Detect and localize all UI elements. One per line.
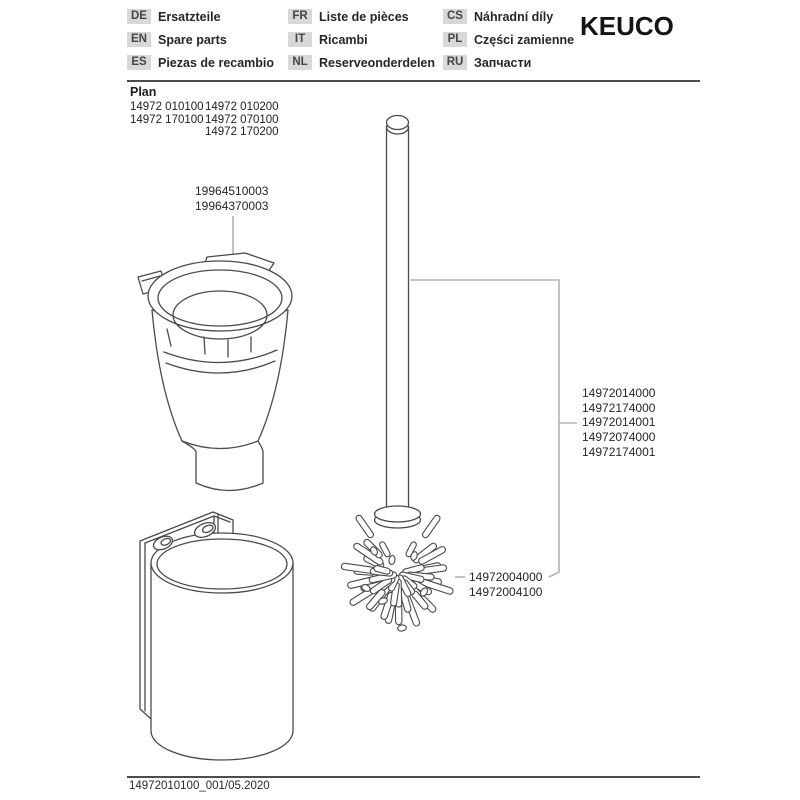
holder-drawing xyxy=(140,512,293,760)
language-label: Liste de pièces xyxy=(319,9,409,24)
language-label: Ersatzteile xyxy=(158,9,221,24)
part-number: 14972174000 xyxy=(582,400,656,415)
plan-cell: 14972 170200 xyxy=(205,126,279,138)
language-code-badge: IT xyxy=(288,32,312,47)
part-number: 14972014000 xyxy=(582,386,656,400)
footer-doc-ref: 14972010100_001/05.2020 xyxy=(129,780,270,792)
cup-rim-outer xyxy=(148,261,292,331)
language-label: Reserveonderdelen xyxy=(319,55,436,70)
language-label: Piezas de recambio xyxy=(158,55,275,70)
part-number: 19964370003 xyxy=(195,199,269,213)
language-label: Ricambi xyxy=(319,32,368,47)
cup-drawing xyxy=(138,253,292,491)
language-code-badge: ES xyxy=(127,55,151,70)
language-code-badge: NL xyxy=(288,55,312,70)
plan-cell: 14972 010100 xyxy=(130,101,204,113)
brush-head-part-labels xyxy=(469,570,542,600)
part-number: 14972004000 xyxy=(469,570,543,584)
brush-bristles xyxy=(341,514,454,632)
language-code-badge: PL xyxy=(443,32,467,47)
brush-handle-cap xyxy=(387,116,409,130)
plan-cell: 14972 170100 xyxy=(130,113,204,126)
part-number: 14972074000 xyxy=(582,430,656,445)
part-number: 14972014001 xyxy=(582,415,656,430)
part-number: 19964510003 xyxy=(195,184,269,198)
part-number: 14972174001 xyxy=(582,444,656,459)
language-code-badge: FR xyxy=(288,9,312,24)
language-label: Запчасти xyxy=(474,55,532,70)
plan-title: Plan xyxy=(130,85,157,99)
bracket-line-set xyxy=(410,280,559,577)
brush-handle-rod xyxy=(387,126,409,511)
plan-cell: 14972 070100 xyxy=(205,113,279,126)
keuco-logo: KEUCO xyxy=(580,11,674,41)
holder-backplate-edge xyxy=(140,541,151,719)
cup-part-labels xyxy=(195,184,268,214)
brush-drawing xyxy=(341,116,454,632)
footer-rule xyxy=(127,776,700,778)
part-number: 14972004100 xyxy=(469,585,543,599)
cup-body xyxy=(152,310,288,491)
language-label: Części zamienne xyxy=(474,32,575,47)
language-label: Náhradní díly xyxy=(474,9,554,24)
language-code-badge: DE xyxy=(127,9,151,24)
language-label: Spare parts xyxy=(158,32,227,47)
plan-cell: 14972 010200 xyxy=(205,101,279,113)
language-code-badge: RU xyxy=(443,55,467,70)
language-code-badge: CS xyxy=(443,9,467,24)
set-part-labels xyxy=(582,386,655,459)
language-code-badge: EN xyxy=(127,32,151,47)
